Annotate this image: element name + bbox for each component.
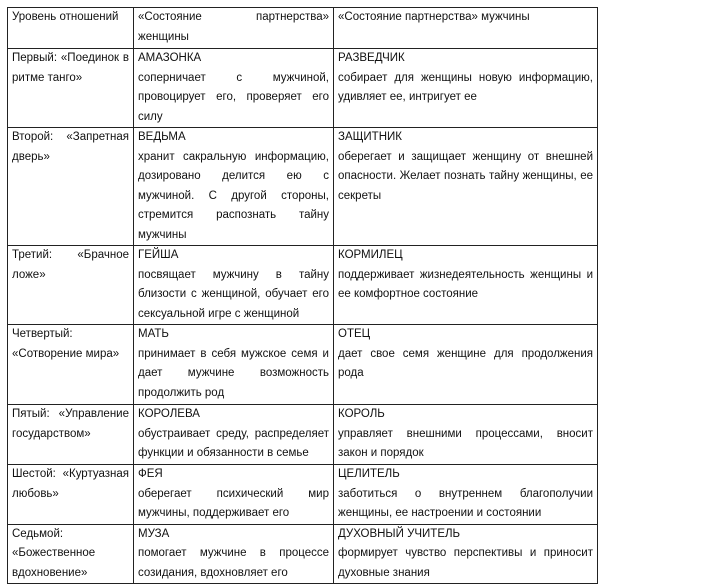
female-role-title: ГЕЙША [138, 249, 179, 261]
male-role-title: ОТЕЦ [338, 328, 371, 340]
level-cell: Первый: «Поединок в ритме танго» [8, 49, 134, 128]
level-cell: Четвертый: «Сотворение мира» [8, 325, 134, 405]
female-role-title: МУЗА [138, 527, 170, 540]
level-cell: Третий: «Брачное ложе» [8, 246, 134, 325]
female-cell [134, 49, 334, 128]
level-cell: Седьмой: «Божественное вдохновение» [8, 524, 134, 584]
table-row [8, 325, 598, 405]
male-role-title: ЦЕЛИТЕЛЬ [338, 468, 400, 480]
table-row [8, 524, 598, 584]
female-cell [134, 128, 334, 246]
female-cell [134, 465, 334, 525]
male-cell [334, 524, 598, 584]
male-cell [334, 405, 598, 465]
female-role-title: МАТЬ [138, 328, 169, 340]
female-role-desc: хранит сакральную информацию, дозировано делится ею с мужчиной. С другой стороны, стремится распознать тайну мужчины [138, 150, 329, 241]
male-role-desc: заботиться о внутреннем благополучии женщины, ее настроении и состоянии [338, 487, 593, 519]
male-role-desc: собирает для женщины новую информацию, удивляет ее, интригует ее [338, 71, 593, 103]
male-role-title: КОРМИЛЕЦ [338, 249, 403, 261]
female-role-title: АМАЗОНКА [138, 52, 202, 64]
header-level-cell: Уровень отношений [8, 8, 134, 49]
male-cell [334, 325, 598, 405]
female-role-title: ФЕЯ [138, 468, 163, 480]
male-role-desc: формирует чувство перспективы и приносит духовные знания [338, 547, 593, 579]
table-row [8, 405, 598, 465]
table-row [8, 49, 598, 128]
level-cell: Шестой: «Куртуазная любовь» [8, 465, 134, 525]
male-cell [334, 465, 598, 525]
header-female-cell: «Состояние партнерства» женщины [134, 8, 334, 49]
female-role-desc: оберегает психический мир мужчины, поддерживает его [138, 487, 329, 519]
female-role-title: КОРОЛЕВА [138, 408, 200, 420]
female-role-title: ВЕДЬМА [138, 131, 186, 143]
female-role-desc: посвящает мужчину в тайну близости с женщиной, обучает его сексуальной игре с женщиной [138, 268, 329, 320]
female-cell [134, 325, 334, 405]
male-role-title: РАЗВЕДЧИК [338, 52, 405, 64]
table-row [8, 465, 598, 525]
table-row [8, 246, 598, 325]
male-cell [334, 246, 598, 325]
female-role-desc: соперничает с мужчиной, провоцирует его, проверяет его силу [138, 71, 329, 123]
table-row [8, 128, 598, 246]
level-cell: Пятый: «Управление государством» [8, 405, 134, 465]
male-role-title: ЗАЩИТНИК [338, 131, 402, 143]
female-cell [134, 246, 334, 325]
male-role-desc: оберегает и защищает женщину от внешней опасности. Желает познать тайну женщины, ее секреты [338, 150, 593, 202]
male-role-desc: поддерживает жизнедеятельность женщины и ее комфортное состояние [338, 268, 593, 300]
male-cell [334, 128, 598, 246]
male-role-title: ДУХОВНЫЙ УЧИТЕЛЬ [338, 527, 461, 540]
female-role-desc: помогает мужчине в процессе созидания, вдохновляет его [138, 547, 329, 579]
male-role-desc: управляет внешними процессами, вносит закон и порядок [338, 427, 593, 459]
header-male-cell: «Состояние партнерства» мужчины [334, 8, 598, 49]
female-cell [134, 524, 334, 584]
female-role-desc: обустраивает среду, распределяет функции и обязанности в семье [138, 427, 329, 459]
header-row [8, 8, 598, 49]
male-cell [334, 49, 598, 128]
level-cell: Второй: «Запретная дверь» [8, 128, 134, 246]
female-role-desc: принимает в себя мужское семя и дает мужчине возможность продолжить род [138, 347, 329, 399]
female-cell [134, 405, 334, 465]
male-role-desc: дает свое семя женщине для продолжения рода [338, 347, 593, 379]
male-role-title: КОРОЛЬ [338, 408, 385, 420]
relationship-levels-table [7, 7, 598, 584]
